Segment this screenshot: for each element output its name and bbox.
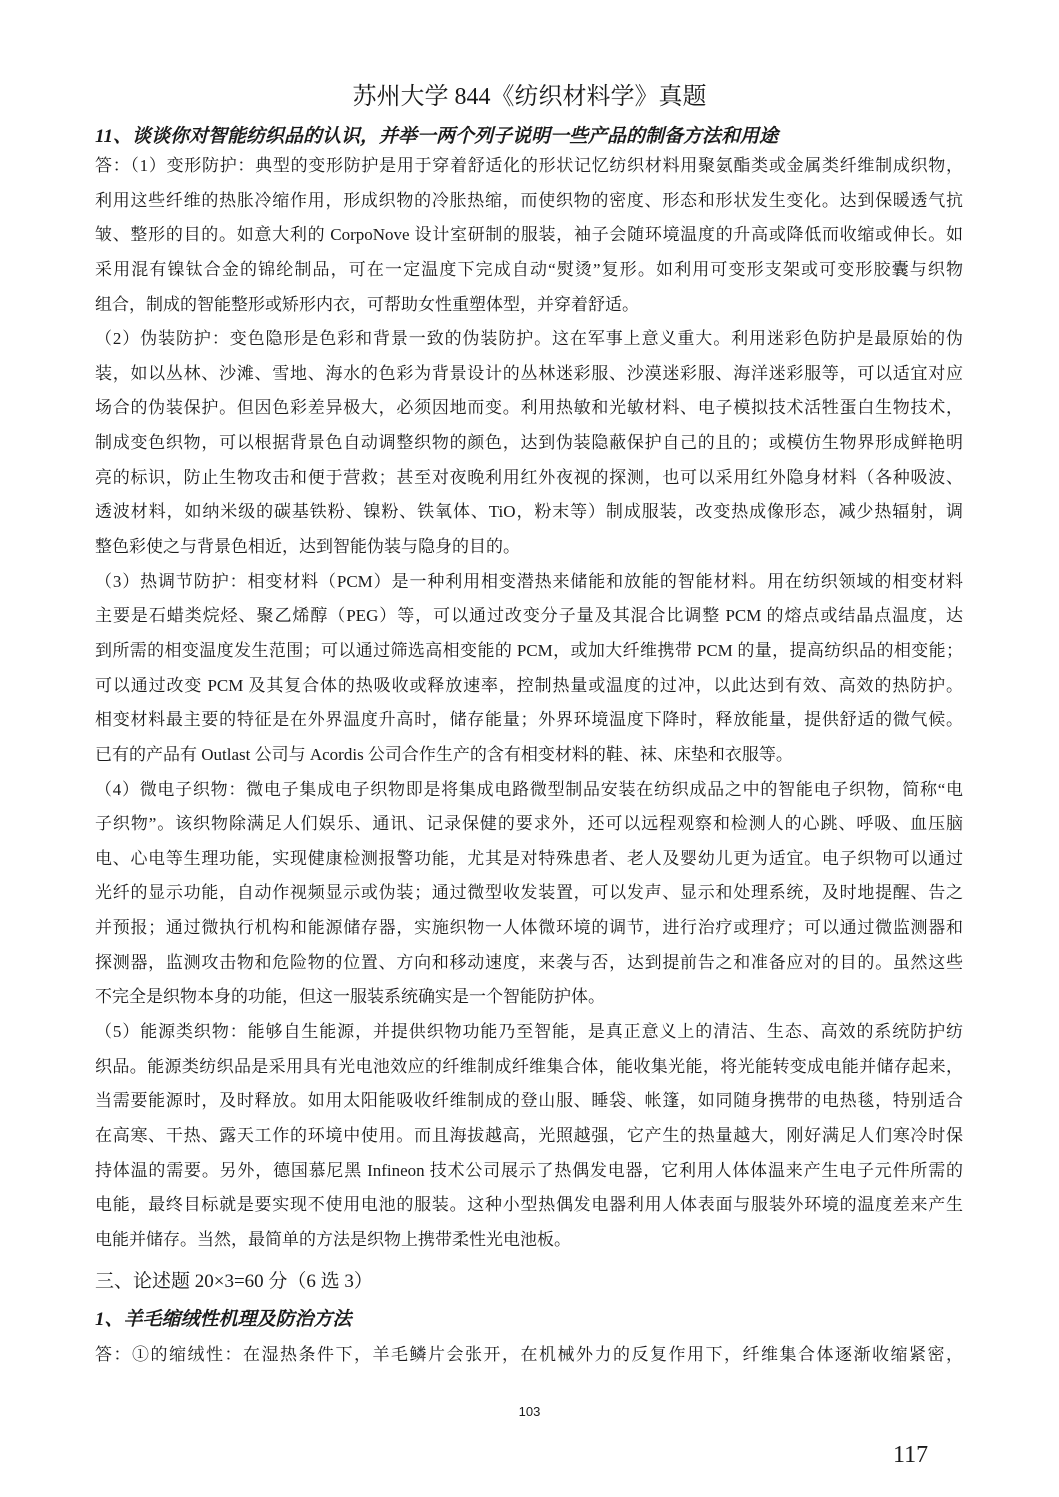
answer-line: （5）能源类织物：能够自生能源，并提供织物功能乃至智能，是真正意义上的清洁、生态、高效的系统防护纺 <box>95 1022 963 1042</box>
section-heading: 三、论述题 20×3=60 分（6 选 3） <box>95 1271 373 1292</box>
answer-line: （3）热调节防护：相变材料（PCM）是一种利用相变潜热来储能和放能的智能材料。用在纺织领域的相变材料 <box>95 571 963 591</box>
answer-line: 亮的标识，防止生物攻击和便于营救；甚至对夜晚利用红外夜视的探测，也可以采用红外隐身材料（各种吸波、 <box>95 467 963 487</box>
answer-line: （4）微电子织物：微电子集成电子织物即是将集成电路微型制品安装在纺织成品之中的智能电子织物，简称“电 <box>95 779 963 799</box>
answer-line: 当需要能源时，及时释放。如用太阳能吸收纤维制成的登山服、睡袋、帐篷，如同随身携带的电热毯，特别适合 <box>95 1091 963 1111</box>
answer-line: 组合，制成的智能整形或矫形内衣，可帮助女性重塑体型，并穿着舒适。 <box>95 294 639 314</box>
answer-line: 相变材料最主要的特征是在外界温度升高时，储存能量；外界环境温度下降时，释放能量，提供舒适的微气候。 <box>95 710 963 730</box>
answer-line: 不完全是织物本身的功能，但这一服装系统确实是一个智能防护体。 <box>95 987 605 1007</box>
question-heading: 11、谈谈你对智能纺织品的认识，并举一两个列子说明一些产品的制备方法和用途 <box>95 126 778 147</box>
answer-line: 制成变色织物，可以根据背景色自动调整织物的颜色，达到伪装隐蔽保护自己的且的；或模仿生物界形成鲜艳明 <box>95 433 963 453</box>
answer-line: 透波材料，如纳米级的碳基铁粉、镍粉、铁氧体、TiO，粉末等）制成服装，改变热成像形态，减少热辐射，调 <box>95 502 963 522</box>
page-title: 苏州大学 844《纺织材料学》真题 <box>352 84 707 110</box>
answer-line: 光纤的显示功能，自动作视频显示或伪装；通过微型收发装置，可以发声、显示和处理系统，及时地提醒、告之 <box>95 883 963 903</box>
answer-line: 皱、整形的目的。如意大利的 CorpoNove 设计室研制的服装，袖子会随环境温度的升高或降低而收缩或伸长。如 <box>95 225 963 245</box>
answer-line: 电能并储存。当然，最简单的方法是织物上携带柔性光电池板。 <box>95 1229 571 1249</box>
answer-line: 可以通过改变 PCM 及其复合体的热吸收或释放速率，控制热量或温度的过冲，以此达到有效、高效的热防护。 <box>95 675 963 695</box>
answer-line: 利用这些纤维的热胀冷缩作用，形成织物的冷胀热缩，而使织物的密度、形态和形状发生变化。达到保暖透气抗 <box>95 190 963 210</box>
answer-line: 电能，最终目标就是要实现不使用电池的服装。这种小型热偶发电器利用人体表面与服装外环境的温度差来产生 <box>95 1195 963 1215</box>
page-number-outer: 117 <box>893 1442 929 1468</box>
answer-line: 主要是石蜡类烷烃、聚乙烯醇（PEG）等，可以通过改变分子量及其混合比调整 PCM 的熔点或结晶点温度，达 <box>95 606 963 626</box>
answer-line: （2）伪装防护：变色隐形是色彩和背景一致的伪装防护。这在军事上意义重大。利用迷彩色防护是最原始的伪 <box>95 329 963 349</box>
answer-line: 答：①的缩绒性：在湿热条件下，羊毛鳞片会张开，在机械外力的反复作用下，纤维集合体逐渐收缩紧密， <box>95 1345 963 1364</box>
answer-line: 装，如以丛林、沙滩、雪地、海水的色彩为背景设计的丛林迷彩服、沙漠迷彩服、海洋迷彩服等，可以适宜对应 <box>95 363 963 383</box>
answer-line: 织品。能源类纺织品是采用具有光电池效应的纤维制成纤维集合体，能收集光能，将光能转变成电能并储存起来， <box>95 1056 963 1076</box>
page-number-inner: 103 <box>518 1404 541 1419</box>
answer-line: 场合的伪装保护。但因色彩差异极大，必须因地而变。利用热敏和光敏材料、电子模拟技术活牲蛋白生物技术， <box>95 398 963 418</box>
answer-line: 整色彩使之与背景色相近，达到智能伪装与隐身的目的。 <box>95 537 520 557</box>
answer-line: 电、心电等生理功能，实现健康检测报警功能，尤其是对特殊患者、老人及婴幼儿更为适宜。电子织物可以通过 <box>95 848 963 868</box>
answer-body <box>95 149 963 1258</box>
answer-line: 持体温的需要。另外，德国慕尼黑 Infineon 技术公司展示了热偶发电器，它利用人体体温来产生电子元件所需的 <box>95 1160 963 1180</box>
answer-line: 并预报；通过微执行机构和能源储存器，实施织物一人体微环境的调节，进行治疗或理疗；可以通过微监测器和 <box>95 918 963 938</box>
answer-line: 探测器，监测攻击物和危险物的位置、方向和移动速度，来袭与否，达到提前告之和准备应对的目的。虽然这些 <box>95 952 963 972</box>
answer-line: 在高寒、干热、露天工作的环境中使用。而且海拔越高，光照越强，它产生的热量越大，刚好满足人们寒冷时保 <box>95 1125 963 1145</box>
answer-line: 答：（1）变形防护：典型的变形防护是用于穿着舒适化的形状记忆纺织材料用聚氨酯类或金属类纤维制成织物， <box>95 156 963 175</box>
answer-line: 到所需的相变温度发生范围；可以通过筛选高相变能的 PCM，或加大纤维携带 PCM 的量，提高纺织品的相变能； <box>95 640 963 660</box>
answer-line: 已有的产品有 Outlast 公司与 Acordis 公司合作生产的含有相变材料的鞋、袜、床垫和衣服等。 <box>95 744 793 764</box>
question-heading: 1、羊毛缩绒性机理及防治方法 <box>95 1309 352 1330</box>
answer-line: 采用混有镍钛合金的锦纶制品，可在一定温度下完成自动“熨烫”复形。如利用可变形支架或可变形胶囊与织物 <box>95 259 963 279</box>
answer-line: 子织物”。该织物除满足人们娱乐、通讯、记录保健的要求外，还可以远程观察和检测人的心跳、呼吸、血压脑 <box>95 814 963 834</box>
